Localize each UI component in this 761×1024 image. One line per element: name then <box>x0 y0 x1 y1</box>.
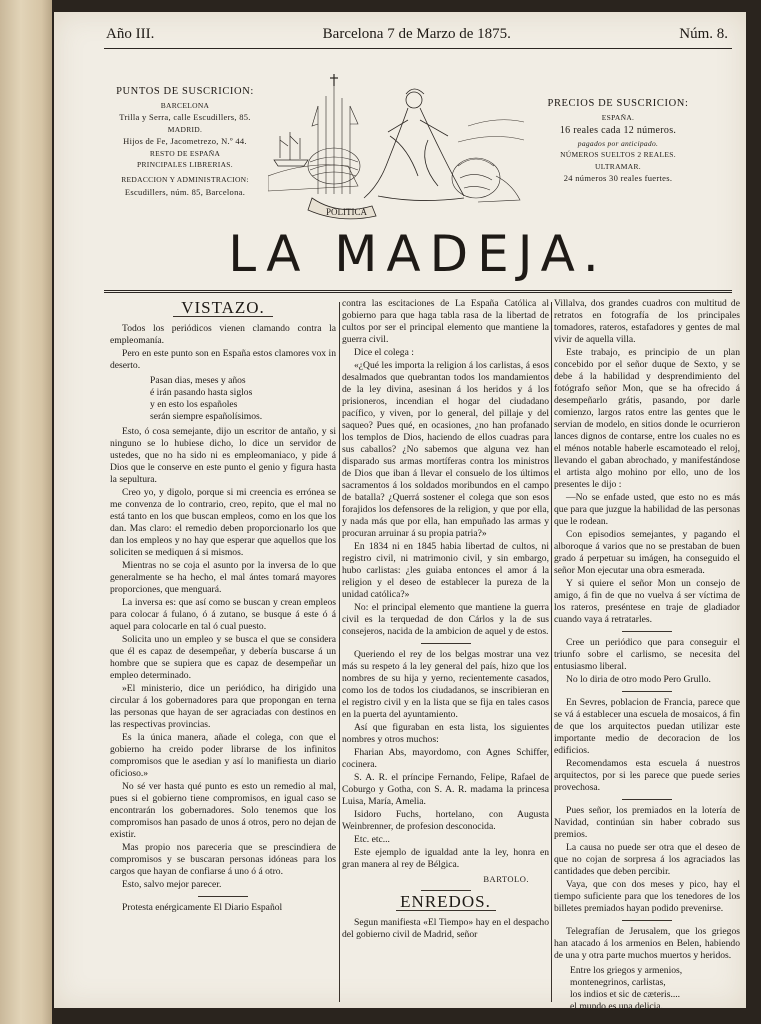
paragraph: Solicita uno un empleo y se busca el que se considera que él es capaz de desempeñar, y debería buscarse á un hombre que se supiera que es capaz de desempeñar un empleo determinado. <box>110 634 336 681</box>
paragraph: contra las escitaciones de La España Católica al gobierno para que haga tabla rasa de la libertad de cultos por ser el principal elemento que mantiene la guerra civil. <box>342 298 549 345</box>
section-title-enredos: ENREDOS. <box>400 892 491 911</box>
column-divider <box>339 302 340 1002</box>
separator <box>198 896 248 897</box>
paragraph: Pero en este punto son en España estos clamores vox in deserto. <box>110 348 336 371</box>
newspaper-title: LA MADEJA. <box>228 225 608 283</box>
paragraph: Recomendamos esta escuela á nuestros arquitectos, por si les parece que puede series provechosa. <box>554 758 740 793</box>
paragraph: No lo diria de otro modo Pero Grullo. <box>566 674 711 685</box>
paragraph: Mas propio nos pareceria que se prescindiera de compromisos y se buscaran personas idóneas para los cargos que hayan de confiarse á uno ó á otro. <box>110 842 336 877</box>
points-line: PRINCIPALES LIBRERIAS. <box>137 160 233 169</box>
points-line: RESTO DE ESPAÑA <box>149 148 221 158</box>
paragraph: Cree un periódico que para conseguir el triunfo sobre el carlismo, se necesita del entusiasmo liberal. <box>554 637 740 672</box>
paragraph: No: el principal elemento que mantiene la guerra civil es la terquedad de don Cárlos y la de sus consejeros, nacida de la ambicion de aquel y de estos. <box>342 602 549 637</box>
verse-line: é irán pasando hasta siglos <box>150 387 253 398</box>
paragraph: Con episodios semejantes, y pagando el alboroque á varios que no se prestaban de buen grado á perpetuar su imágen, ha conseguido el señor Mon ejecutar una obra esmerada. <box>554 529 740 576</box>
paragraph: Dice el colega : <box>354 347 414 358</box>
paragraph: La causa no puede ser otra que el deseo de que no cojan de sorpresa á los agraciados las cantidades que deben percibir. <box>554 842 740 877</box>
subscription-points <box>104 84 266 198</box>
paragraph: S. A. R. el príncipe Fernando, Felipe, Rafael de Coburgo y Gotha, con S. A. R. madama la princesa Luisa, María, Amelia. <box>342 772 549 807</box>
paragraph: —No se enfade usted, que esto no es más que para que juzgue la habilidad de las personas que le rodean. <box>554 492 740 527</box>
points-line: REDACCION Y ADMINISTRACION: <box>121 175 249 185</box>
paragraph: Villalva, dos grandes cuadros con multitud de retratos en fotografía de los principales tomadores, rateros, estafadores y gentes de mal vivir de aquella villa. <box>554 298 740 345</box>
verse-line: Entre los griegos y armenios, <box>570 965 683 976</box>
column-2 <box>342 298 549 942</box>
paragraph: Todos los periódicos vienen clamando contra la empleomanía. <box>110 323 336 346</box>
verse-line: montenegrinos, carlistas, <box>570 977 666 988</box>
paragraph: Etc. etc... <box>354 834 390 845</box>
separator <box>622 631 672 632</box>
title-rule <box>104 290 732 293</box>
separator <box>622 920 672 921</box>
separator <box>622 691 672 692</box>
points-line: BARCELONA <box>160 100 210 110</box>
book-spine <box>0 0 52 1024</box>
prices-line: ULTRAMAR. <box>595 161 641 171</box>
section-title-vistazo: VISTAZO. <box>181 298 265 317</box>
signature: BARTOLO. <box>483 874 529 884</box>
prices-line: 24 números 30 reales fuertes. <box>563 172 673 183</box>
newspaper-page <box>54 12 746 1008</box>
prices-line: ESPAÑA. <box>601 112 635 122</box>
column-1 <box>110 298 336 915</box>
issue-date: Barcelona 7 de Marzo de 1875. <box>322 26 511 42</box>
column-3 <box>554 298 740 1008</box>
verse <box>570 965 740 1008</box>
paragraph: Pues señor, los premiados en la lotería de Navidad, continúan sin haber cobrado sus premios. <box>554 805 740 840</box>
paragraph: La inversa es: que así como se buscan y crean empleos para colocar á fulano, ó á zutano, se busque á este ó á aquel para colocarle en tal ó cual puesto. <box>110 597 336 632</box>
verse-line: y en esto los españoles <box>150 399 238 410</box>
paragraph: Este ejemplo de igualdad ante la ley, honra en gran manera al rey de Bélgica. <box>342 847 549 870</box>
paragraph: Creo yo, y digolo, porque si mi creencia es errónea se me convenza de lo contrario, creo, repito, que el mal no está tanto en los que buscan empleos, como en los que los dan. Mas claro: el remedio deben proporcionarlo los que dan los empleos y no hay que esperar que aquellos que los soliciten se mediquen á si mismos. <box>110 487 336 558</box>
paragraph: Este trabajo, es principio de un plan concebido por el señor duque de Sexto, y se debe á la habilidad y desprendimiento del fotógrafo señor Mon, que se ha ofrecido á desempeñarlo grátis, pasando, por darle comienzo, largos ratos entre las gentes que le servian de modelo, en sitios donde le ocurrieron lances dignos de contarse, entre los cuales no es el ménos notable haberle escamoteado el reloj, llevando el gaban abrochado, y manifestándose el artista algo mohino por ello, uno de los presentes le dijo : <box>554 347 740 490</box>
masthead-illustration <box>268 66 524 224</box>
separator <box>622 799 672 800</box>
prices-line: 16 reales cada 12 números. <box>559 125 677 136</box>
paragraph: Y si quiere el señor Mon un consejo de amigo, á fin de que no vuelva á ser víctima de los rateros, preséntese en traje de gladiador cuando vaya á retratarles. <box>554 578 740 625</box>
verse-line: los indios et sic de cæteris.... <box>570 989 681 1000</box>
paragraph: Queriendo el rey de los belgas mostrar una vez más su respeto á la ley general del país, hizo que los nombres de su hija y yerno, recientemente casados, como los de todos los ciudadanos, se inscribieran en el registro civil y en la lista que se fija en tales casos en la puerta del ayuntamiento. <box>342 649 549 720</box>
points-line: Hijos de Fe, Jacometrezo, N.º 44. <box>123 136 247 146</box>
paragraph: Segun manifiesta «El Tiempo» hay en el despacho del gobierno civil de Madrid, señor <box>342 917 549 940</box>
points-line: Escudillers, núm. 85, Barcelona. <box>124 186 246 197</box>
prices-line: pagados por anticipado. <box>577 139 659 148</box>
politica-banner: POLITICA <box>326 207 367 217</box>
paragraph: «¿Qué les importa la religion á los carlistas, á esos desalmados que quebrantan todos los mandamientos de la ley divina, asesinan á los heridos y á los prisioneros, incendian el hogar del ciudadano pacífico, y viven, por lo general, del pillaje y del saqueo? Pues qué, en ocasiones, ¿no han profanado los templos de Dios, haciendo de ellos cuadras para sus caballos? ¿No sabemos que alguna vez han disparado sus armas mortíferas contra los ministros de Dios que iban á llevar el consuelo de los últimos sacramentos á los soldados moribundos en el campo de batalla? ¿Querrá sostener el colega que son esos forajidos los defensores de la religion, y que por ella, y nada más que por ella, han empuñado las armas y procuran arruinar á su propia patria?» <box>342 360 549 539</box>
paragraph: En Sevres, poblacion de Francia, parece que se vá á establecer una escuela de mosaicos, á fin de que los arquitectos puedan utilizar este importante medio de decoracion de los edificios. <box>554 697 740 756</box>
paragraph: Fharian Abs, mayordomo, con Agnes Schiffer, cocinera. <box>342 747 549 770</box>
issue-year: Año III. <box>106 26 155 42</box>
verse-line: Pasan dias, meses y años <box>150 375 246 386</box>
issue-header <box>106 26 728 43</box>
paragraph: Así que figuraban en esta lista, los siguientes nombres y otros muchos: <box>342 722 549 745</box>
paragraph: Es la única manera, añade el colega, con que el gobierno ha creido poder librarse de los infinitos compromisos que le asedian y así lo manifiesta un diario oficioso.» <box>110 732 336 779</box>
points-line: MADRID. <box>167 124 203 134</box>
verse-line: el mundo es una delicia. <box>570 1001 663 1008</box>
paragraph: Vaya, que con dos meses y pico, hay el tiempo suficiente para que los tenedores de los billetes premiados hayan podido prevenirse. <box>554 879 740 914</box>
paragraph: »El ministerio, dice un periódico, ha dirigido una circular á los gobernadores para que propongan en terna las personas que hayan de ser agraciadas con destinos en las respectivas provincias. <box>110 683 336 730</box>
paragraph: Protesta enérgicamente El Diario Español <box>122 902 283 913</box>
verse <box>150 375 336 423</box>
separator <box>421 890 471 891</box>
paragraph: Mientras no se coja el asunto por la inversa de lo que generalmente se ha hecho, el mal ántes tomará mayores proporciones, que menguará. <box>110 560 336 595</box>
paragraph: Telegrafían de Jerusalem, que los griegos han atacado á los armenios en Belen, habiendo de una y otra parte muchos muertos y heridos. <box>554 926 740 961</box>
points-line: Trilla y Serra, calle Escudillers, 85. <box>119 112 251 122</box>
paragraph: Esto, ó cosa semejante, dijo un escritor de antaño, y si ninguno se lo hubiese dicho, lo dice un servidor de ustedes, que no ha sido ni es empleomaniaco, y pide á Dios que le conserve en este punto el genio y figura hasta la sepultura. <box>110 426 336 485</box>
paragraph: No sé ver hasta qué punto es esto un remedio al mal, pues si el gobierno tiene compromisos, en igual caso se encontrarán los gobernadores. Solo tenemos que los compromisos han pasado de unos á otros, pero no dejan de existir. <box>110 781 336 840</box>
column-divider <box>551 302 552 1002</box>
prices-line: NÚMEROS SUELTOS 2 REALES. <box>560 150 676 160</box>
verse-line: serán siempre españolísimos. <box>150 411 263 422</box>
paragraph: En 1834 ni en 1845 habia libertad de cultos, ni registro civil, ni matrimonio civil, y sin embargo, hubo carlistas: ¿les guiaba entonces el amor á la religion y el deseo de establecer la pureza de la unidad católica?» <box>342 541 549 600</box>
subscription-points-heading: PUNTOS DE SUSCRICION: <box>116 86 254 97</box>
header-rule <box>104 48 732 49</box>
separator <box>421 643 471 644</box>
issue-number: Núm. 8. <box>679 26 728 42</box>
subscription-prices <box>540 96 696 185</box>
subscription-prices-heading: PRECIOS DE SUSCRICION: <box>547 98 689 109</box>
paragraph: Isidoro Fuchs, hortelano, con Augusta Weinbrenner, de profesion desconocida. <box>342 809 549 832</box>
paragraph: Esto, salvo mejor parecer. <box>122 879 222 890</box>
